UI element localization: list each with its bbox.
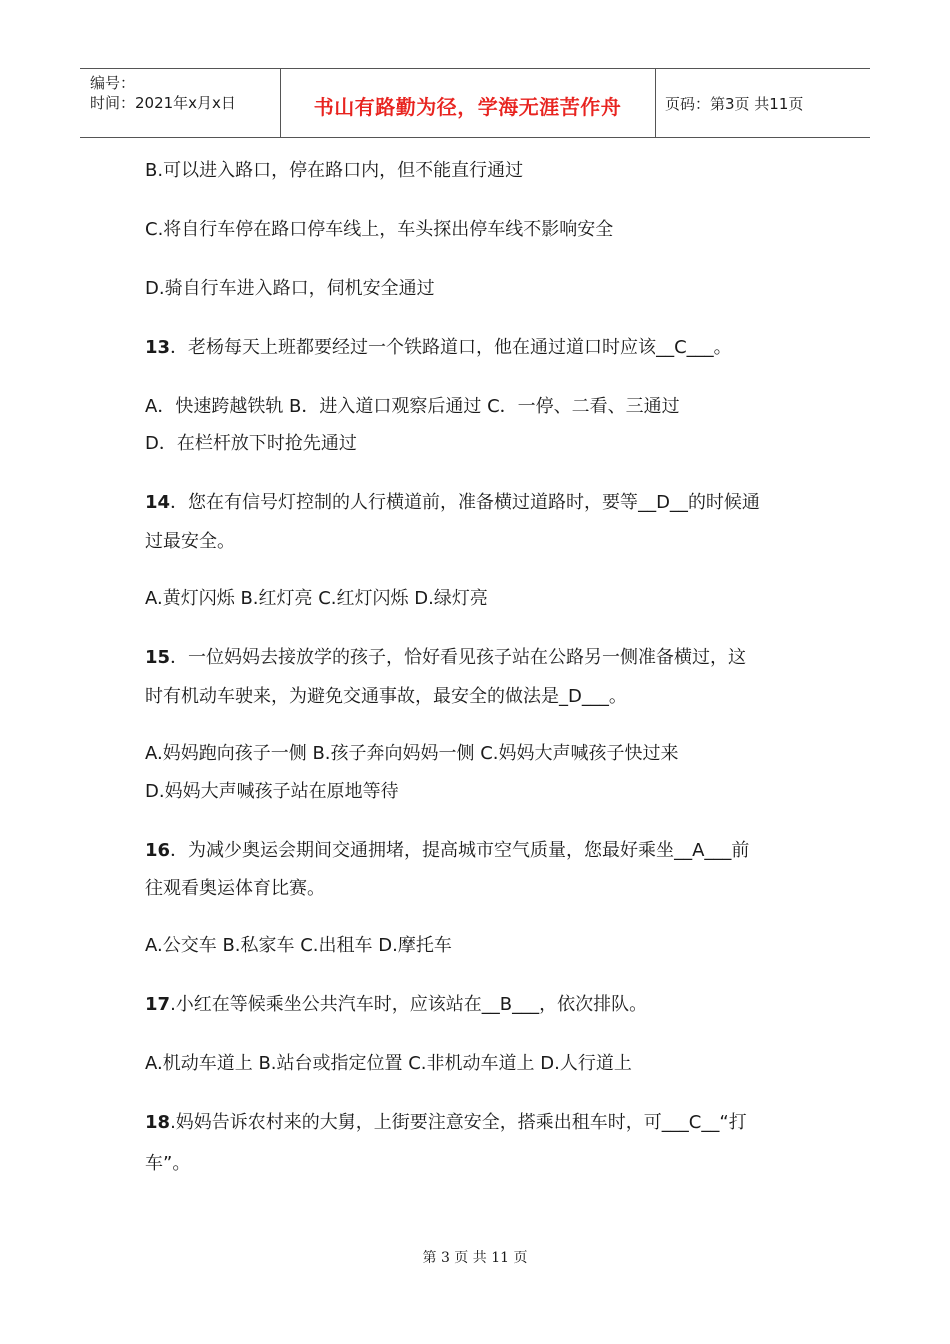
answer-blank: __A___ [674,840,732,861]
answer-blank: __B___ [481,994,540,1015]
header-motto: 书山有路勤为径，学海无涯苦作舟 [313,95,622,119]
question-15 [145,645,746,671]
question-text: ．您在有信号灯控制的人行横道前，准备横过道路时，要等 [170,492,639,513]
question-end: 。 [608,686,627,707]
answer-blank: __C___ [656,337,714,358]
page-header [80,68,870,138]
question-13-options: A．快速跨越铁轨 B．进入道口观察后通过 C．一停、二看、三通过 [145,396,680,417]
question-17 [145,992,647,1018]
answer-blank: ___C__ [661,1112,720,1133]
question-16-options: A.公交车 B.私家车 C.出租车 D.摩托车 [145,935,452,956]
question-text: ．老杨每天上班都要经过一个铁路道口，他在通过道口时应该 [170,337,657,358]
question-12-option-d: D.骑自行车进入路口，伺机安全通过 [145,278,435,299]
answer-blank: _D___ [559,686,609,707]
question-15-line-2 [145,684,627,710]
question-text: .小红在等候乘坐公共汽车时，应该站在 [170,994,482,1015]
question-15-options: A.妈妈跑向孩子一侧 B.孩子奔向妈妈一侧 C.妈妈大声喊孩子快过来 [145,743,679,764]
question-12-option-c: C.将自行车停在路口停车线上，车头探出停车线不影响安全 [145,219,614,240]
question-14-line-2: 过最安全。 [145,531,235,552]
question-13 [145,335,732,361]
question-number: 13 [145,337,171,358]
answer-blank: __D__ [638,492,688,513]
question-13-option-d: D．在栏杆放下时抢先通过 [145,433,357,454]
question-18-line-2: 车”。 [145,1153,191,1174]
question-end: 。 [713,337,732,358]
number-label: 编号： [90,74,136,92]
question-end: “打 [719,1112,747,1133]
header-divider-right [655,69,656,137]
question-text: 时有机动车驶来，为避免交通事故，最安全的做法是 [145,686,559,707]
question-14 [145,490,760,516]
header-meta [90,73,236,113]
question-end: 前 [731,840,750,861]
question-number: 15 [145,647,171,668]
question-end: ，依次排队。 [539,994,648,1015]
question-number: 14 [145,492,171,513]
question-number: 18 [145,1112,171,1133]
header-page-info: 页码：第3页 共11页 [665,95,804,113]
page-footer: 第 3 页 共 11 页 [422,1250,528,1266]
question-15-option-d: D.妈妈大声喊孩子站在原地等待 [145,781,399,802]
question-12-option-b: B.可以进入路口，停在路口内，但不能直行通过 [145,160,524,181]
question-text: ．为减少奥运会期间交通拥堵，提高城市空气质量，您最好乘坐 [170,840,675,861]
question-16-line-2: 往观看奥运体育比赛。 [145,878,325,899]
question-14-options: A.黄灯闪烁 B.红灯亮 C.红灯闪烁 D.绿灯亮 [145,588,488,609]
time-label: 时间：2021年x月x日 [90,94,236,112]
question-17-options: A.机动车道上 B.站台或指定位置 C.非机动车道上 D.人行道上 [145,1053,632,1074]
question-text: .妈妈告诉农村来的大舅，上街要注意安全，搭乘出租车时，可 [170,1112,662,1133]
question-text: ．一位妈妈去接放学的孩子，恰好看见孩子站在公路另一侧准备横过，这 [170,647,747,668]
question-number: 17 [145,994,171,1015]
question-18 [145,1110,747,1136]
question-number: 16 [145,840,171,861]
question-16 [145,838,749,864]
question-end: 的时候通 [687,492,760,513]
